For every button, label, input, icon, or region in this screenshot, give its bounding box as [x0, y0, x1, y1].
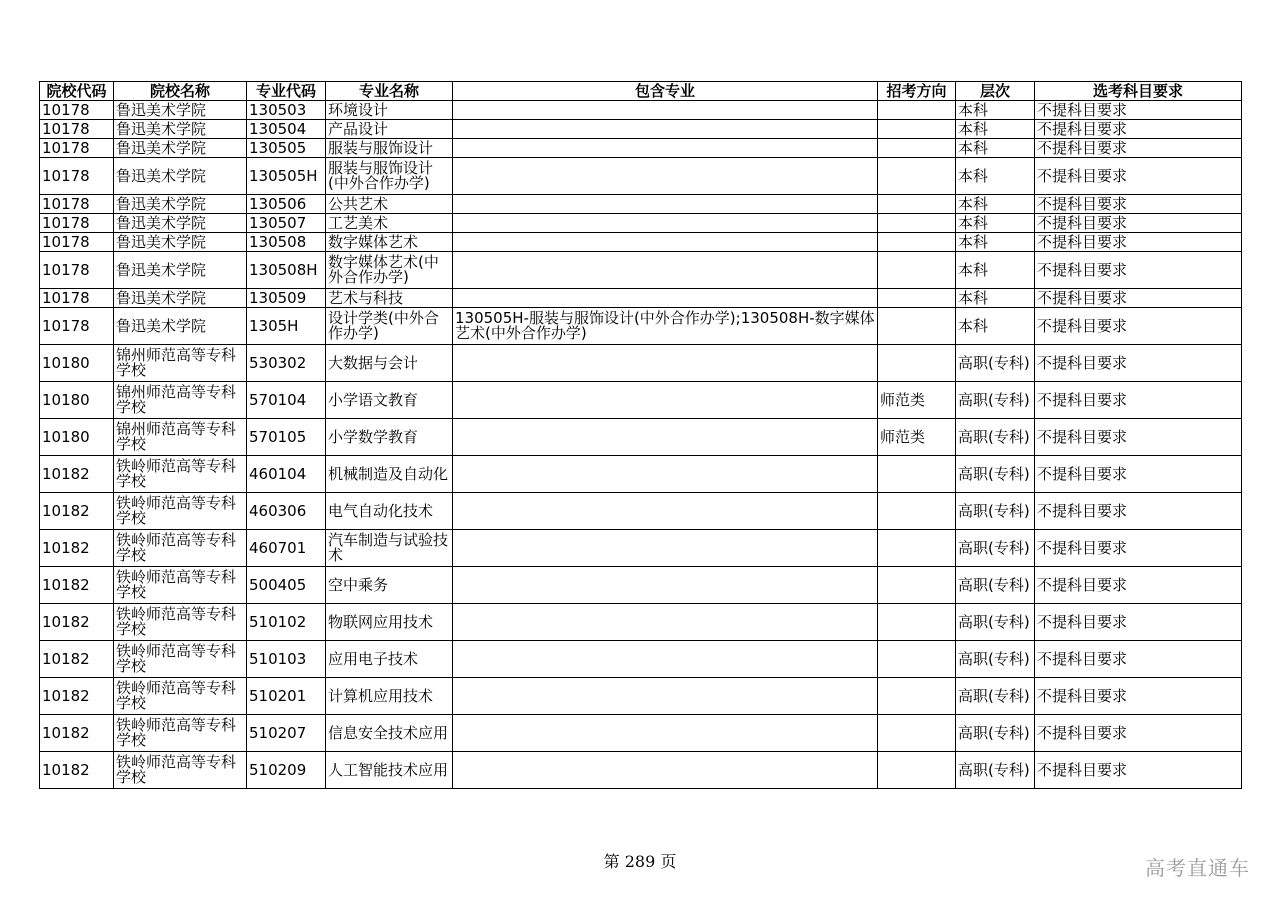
table-row [40, 641, 1242, 678]
table-row [40, 120, 1242, 139]
cell-requirement: 不提科目要求 [1035, 289, 1242, 308]
table-row [40, 139, 1242, 158]
cell-school-name: 鲁迅美术学院 [114, 158, 247, 195]
cell-included-majors [453, 382, 878, 419]
cell-school-code: 10182 [40, 715, 114, 752]
cell-requirement: 不提科目要求 [1035, 456, 1242, 493]
table-row [40, 382, 1242, 419]
cell-level: 本科 [956, 101, 1035, 120]
cell-level: 本科 [956, 233, 1035, 252]
cell-major-name: 物联网应用技术 [326, 604, 453, 641]
cell-direction [878, 214, 956, 233]
table-row [40, 715, 1242, 752]
cell-school-code: 10178 [40, 214, 114, 233]
table-row [40, 289, 1242, 308]
cell-school-code: 10178 [40, 158, 114, 195]
cell-level: 本科 [956, 308, 1035, 345]
header-requirement: 选考科目要求 [1035, 82, 1242, 101]
cell-requirement: 不提科目要求 [1035, 493, 1242, 530]
cell-requirement: 不提科目要求 [1035, 139, 1242, 158]
cell-included-majors [453, 715, 878, 752]
cell-included-majors [453, 120, 878, 139]
table-row [40, 456, 1242, 493]
cell-major-code: 460104 [247, 456, 326, 493]
cell-direction [878, 120, 956, 139]
cell-school-name: 铁岭师范高等专科学校 [114, 530, 247, 567]
cell-requirement: 不提科目要求 [1035, 567, 1242, 604]
cell-requirement: 不提科目要求 [1035, 308, 1242, 345]
cell-major-code: 530302 [247, 345, 326, 382]
cell-school-name: 铁岭师范高等专科学校 [114, 641, 247, 678]
cell-included-majors [453, 456, 878, 493]
cell-school-code: 10178 [40, 289, 114, 308]
watermark-text: 高考直通车 [1145, 856, 1250, 880]
cell-level: 本科 [956, 214, 1035, 233]
cell-included-majors [453, 345, 878, 382]
cell-school-name: 铁岭师范高等专科学校 [114, 493, 247, 530]
cell-level: 高职(专科) [956, 752, 1035, 789]
cell-major-code: 130509 [247, 289, 326, 308]
cell-school-name: 鲁迅美术学院 [114, 101, 247, 120]
cell-major-name: 空中乘务 [326, 567, 453, 604]
cell-school-code: 10180 [40, 382, 114, 419]
cell-school-name: 铁岭师范高等专科学校 [114, 678, 247, 715]
cell-major-name: 工艺美术 [326, 214, 453, 233]
table-row [40, 678, 1242, 715]
table-row [40, 567, 1242, 604]
cell-requirement: 不提科目要求 [1035, 678, 1242, 715]
cell-level: 高职(专科) [956, 567, 1035, 604]
cell-major-name: 人工智能技术应用 [326, 752, 453, 789]
cell-included-majors [453, 493, 878, 530]
cell-level: 本科 [956, 252, 1035, 289]
cell-major-name: 应用电子技术 [326, 641, 453, 678]
admission-table [39, 81, 1242, 789]
cell-direction [878, 233, 956, 252]
table-row [40, 752, 1242, 789]
cell-school-code: 10178 [40, 139, 114, 158]
cell-major-code: 570105 [247, 419, 326, 456]
cell-major-code: 130504 [247, 120, 326, 139]
cell-level: 高职(专科) [956, 530, 1035, 567]
cell-direction [878, 567, 956, 604]
cell-included-majors [453, 678, 878, 715]
cell-included-majors [453, 752, 878, 789]
cell-major-code: 570104 [247, 382, 326, 419]
cell-direction [878, 195, 956, 214]
cell-level: 本科 [956, 120, 1035, 139]
cell-school-name: 铁岭师范高等专科学校 [114, 456, 247, 493]
cell-requirement: 不提科目要求 [1035, 641, 1242, 678]
cell-requirement: 不提科目要求 [1035, 345, 1242, 382]
cell-school-name: 锦州师范高等专科学校 [114, 419, 247, 456]
cell-major-name: 服装与服饰设计 [326, 139, 453, 158]
cell-school-code: 10180 [40, 345, 114, 382]
header-school-name: 院校名称 [114, 82, 247, 101]
cell-school-name: 鲁迅美术学院 [114, 120, 247, 139]
cell-major-code: 510209 [247, 752, 326, 789]
table-header-row [40, 82, 1242, 101]
table-row [40, 308, 1242, 345]
cell-requirement: 不提科目要求 [1035, 382, 1242, 419]
cell-major-code: 460701 [247, 530, 326, 567]
header-school-code: 院校代码 [40, 82, 114, 101]
cell-major-name: 服装与服饰设计(中外合作办学) [326, 158, 453, 195]
cell-included-majors [453, 214, 878, 233]
cell-direction [878, 530, 956, 567]
cell-requirement: 不提科目要求 [1035, 419, 1242, 456]
cell-major-name: 设计学类(中外合作办学) [326, 308, 453, 345]
header-major-name: 专业名称 [326, 82, 453, 101]
cell-major-code: 130505 [247, 139, 326, 158]
cell-level: 本科 [956, 289, 1035, 308]
cell-requirement: 不提科目要求 [1035, 252, 1242, 289]
cell-included-majors [453, 641, 878, 678]
cell-school-name: 铁岭师范高等专科学校 [114, 752, 247, 789]
cell-school-name: 鲁迅美术学院 [114, 289, 247, 308]
cell-major-code: 130503 [247, 101, 326, 120]
cell-requirement: 不提科目要求 [1035, 530, 1242, 567]
cell-requirement: 不提科目要求 [1035, 195, 1242, 214]
cell-included-majors [453, 233, 878, 252]
cell-major-code: 130506 [247, 195, 326, 214]
cell-school-code: 10182 [40, 567, 114, 604]
table-row [40, 233, 1242, 252]
cell-school-code: 10182 [40, 678, 114, 715]
cell-school-code: 10178 [40, 308, 114, 345]
cell-major-name: 电气自动化技术 [326, 493, 453, 530]
cell-school-code: 10178 [40, 101, 114, 120]
cell-school-name: 鲁迅美术学院 [114, 252, 247, 289]
table-row [40, 252, 1242, 289]
cell-requirement: 不提科目要求 [1035, 752, 1242, 789]
cell-direction [878, 139, 956, 158]
cell-major-code: 130508H [247, 252, 326, 289]
cell-requirement: 不提科目要求 [1035, 158, 1242, 195]
cell-school-code: 10178 [40, 120, 114, 139]
cell-direction [878, 715, 956, 752]
cell-major-code: 510207 [247, 715, 326, 752]
cell-included-majors [453, 101, 878, 120]
cell-direction [878, 289, 956, 308]
cell-level: 高职(专科) [956, 456, 1035, 493]
cell-school-code: 10182 [40, 493, 114, 530]
table-row [40, 158, 1242, 195]
cell-direction [878, 604, 956, 641]
cell-requirement: 不提科目要求 [1035, 233, 1242, 252]
cell-major-code: 130507 [247, 214, 326, 233]
cell-direction [878, 158, 956, 195]
cell-major-name: 产品设计 [326, 120, 453, 139]
cell-level: 高职(专科) [956, 715, 1035, 752]
cell-requirement: 不提科目要求 [1035, 120, 1242, 139]
cell-school-code: 10182 [40, 641, 114, 678]
cell-school-name: 铁岭师范高等专科学校 [114, 604, 247, 641]
cell-school-name: 鲁迅美术学院 [114, 308, 247, 345]
table-row [40, 530, 1242, 567]
cell-level: 高职(专科) [956, 382, 1035, 419]
cell-requirement: 不提科目要求 [1035, 604, 1242, 641]
table-row [40, 493, 1242, 530]
cell-direction [878, 641, 956, 678]
cell-included-majors [453, 530, 878, 567]
cell-included-majors [453, 195, 878, 214]
cell-school-code: 10178 [40, 233, 114, 252]
cell-level: 本科 [956, 158, 1035, 195]
cell-included-majors [453, 604, 878, 641]
cell-major-name: 小学数学教育 [326, 419, 453, 456]
cell-included-majors [453, 289, 878, 308]
cell-major-name: 艺术与科技 [326, 289, 453, 308]
cell-level: 高职(专科) [956, 345, 1035, 382]
cell-level: 高职(专科) [956, 641, 1035, 678]
cell-level: 高职(专科) [956, 493, 1035, 530]
cell-level: 高职(专科) [956, 604, 1035, 641]
cell-school-name: 铁岭师范高等专科学校 [114, 567, 247, 604]
cell-included-majors [453, 419, 878, 456]
cell-included-majors [453, 139, 878, 158]
cell-included-majors: 130505H-服装与服饰设计(中外合作办学);130508H-数字媒体艺术(中外合作办学) [453, 308, 878, 345]
cell-school-name: 鲁迅美术学院 [114, 233, 247, 252]
cell-major-code: 510201 [247, 678, 326, 715]
header-direction: 招考方向 [878, 82, 956, 101]
cell-school-code: 10180 [40, 419, 114, 456]
header-major-code: 专业代码 [247, 82, 326, 101]
page-number: 第 289 页 [603, 852, 677, 871]
cell-school-name: 锦州师范高等专科学校 [114, 382, 247, 419]
cell-included-majors [453, 252, 878, 289]
table-row [40, 195, 1242, 214]
cell-requirement: 不提科目要求 [1035, 715, 1242, 752]
cell-school-code: 10182 [40, 456, 114, 493]
cell-major-name: 信息安全技术应用 [326, 715, 453, 752]
cell-level: 本科 [956, 195, 1035, 214]
table-row [40, 419, 1242, 456]
cell-direction [878, 456, 956, 493]
cell-level: 本科 [956, 139, 1035, 158]
cell-direction [878, 493, 956, 530]
cell-direction: 师范类 [878, 419, 956, 456]
cell-major-name: 计算机应用技术 [326, 678, 453, 715]
cell-direction [878, 308, 956, 345]
cell-major-code: 460306 [247, 493, 326, 530]
cell-requirement: 不提科目要求 [1035, 214, 1242, 233]
header-included-majors: 包含专业 [453, 82, 878, 101]
cell-direction [878, 345, 956, 382]
cell-included-majors [453, 567, 878, 604]
cell-major-name: 数字媒体艺术 [326, 233, 453, 252]
cell-school-code: 10178 [40, 195, 114, 214]
cell-school-name: 鲁迅美术学院 [114, 139, 247, 158]
table-row [40, 214, 1242, 233]
cell-major-name: 公共艺术 [326, 195, 453, 214]
header-level: 层次 [956, 82, 1035, 101]
cell-major-name: 汽车制造与试验技术 [326, 530, 453, 567]
cell-major-code: 130508 [247, 233, 326, 252]
table-row [40, 345, 1242, 382]
cell-direction [878, 752, 956, 789]
cell-school-name: 锦州师范高等专科学校 [114, 345, 247, 382]
cell-school-code: 10182 [40, 530, 114, 567]
cell-level: 高职(专科) [956, 419, 1035, 456]
cell-major-code: 500405 [247, 567, 326, 604]
cell-major-code: 1305H [247, 308, 326, 345]
cell-major-code: 510102 [247, 604, 326, 641]
cell-direction [878, 252, 956, 289]
cell-major-code: 130505H [247, 158, 326, 195]
cell-school-name: 鲁迅美术学院 [114, 195, 247, 214]
cell-major-name: 环境设计 [326, 101, 453, 120]
cell-requirement: 不提科目要求 [1035, 101, 1242, 120]
cell-included-majors [453, 158, 878, 195]
cell-school-code: 10182 [40, 604, 114, 641]
cell-major-name: 机械制造及自动化 [326, 456, 453, 493]
cell-major-name: 大数据与会计 [326, 345, 453, 382]
cell-school-code: 10178 [40, 252, 114, 289]
cell-major-name: 小学语文教育 [326, 382, 453, 419]
table-row [40, 101, 1242, 120]
cell-school-name: 铁岭师范高等专科学校 [114, 715, 247, 752]
cell-direction [878, 101, 956, 120]
cell-level: 高职(专科) [956, 678, 1035, 715]
cell-direction [878, 678, 956, 715]
cell-school-code: 10182 [40, 752, 114, 789]
table-row [40, 604, 1242, 641]
cell-major-name: 数字媒体艺术(中外合作办学) [326, 252, 453, 289]
cell-direction: 师范类 [878, 382, 956, 419]
cell-school-name: 鲁迅美术学院 [114, 214, 247, 233]
cell-major-code: 510103 [247, 641, 326, 678]
